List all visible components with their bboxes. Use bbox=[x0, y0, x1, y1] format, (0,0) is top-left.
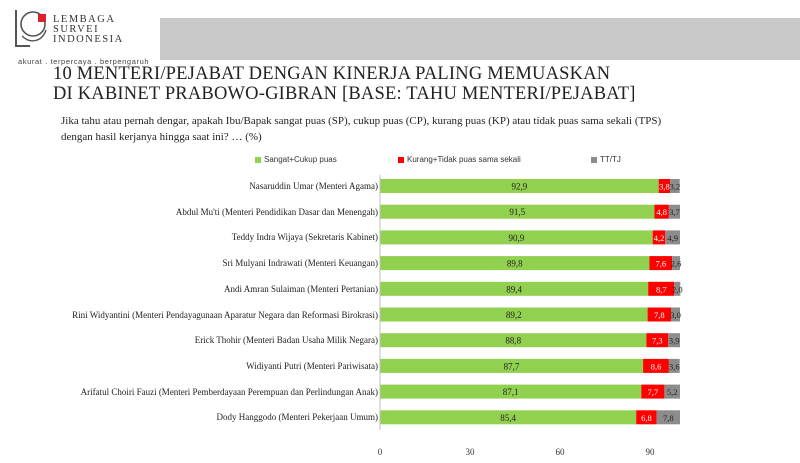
bar-data-label: 4,8 bbox=[656, 207, 668, 218]
logo-line2: SURVEI bbox=[53, 24, 100, 35]
bar-data-label: 92,9 bbox=[511, 181, 528, 192]
category-label: Andi Amran Sulaiman (Menteri Pertanian) bbox=[224, 283, 378, 294]
category-label: Dody Hanggodo (Menteri Pekerjaan Umum) bbox=[216, 412, 378, 423]
logo-tagline: akurat . terpercaya . berpengaruh bbox=[18, 57, 150, 66]
category-label: Erick Thohir (Menteri Badan Usaha Milik Negara) bbox=[194, 335, 378, 346]
bar-data-label: 3,2 bbox=[669, 181, 681, 192]
category-label: Nasaruddin Umar (Menteri Agama) bbox=[249, 181, 378, 191]
logo-line3: INDONESIA bbox=[53, 34, 124, 45]
bar-data-label: 89,2 bbox=[505, 310, 522, 320]
category-label: Teddy Indra Wijaya (Sekretaris Kabinet) bbox=[231, 232, 378, 243]
bar-data-label: 2,0 bbox=[671, 284, 683, 295]
bar-data-label: 89,8 bbox=[506, 258, 523, 269]
bar-data-label: 7,7 bbox=[647, 387, 659, 398]
bar-data-label: 85,4 bbox=[500, 412, 516, 423]
bar-data-label: 8,7 bbox=[655, 284, 667, 295]
bar-data-label: 7,6 bbox=[655, 258, 667, 269]
bar-data-label: 89,4 bbox=[506, 284, 522, 295]
bar-data-label: 7,3 bbox=[652, 335, 663, 346]
bar-data-label: 8,6 bbox=[650, 361, 662, 372]
bar-data-label: 7,8 bbox=[662, 412, 674, 423]
x-tick-label: 30 bbox=[465, 447, 475, 457]
bar-data-label: 4,2 bbox=[653, 232, 665, 243]
bar-data-label: 3,0 bbox=[670, 310, 681, 320]
bar-data-label: 90,9 bbox=[508, 232, 525, 243]
bar-data-label: 7,8 bbox=[653, 310, 665, 320]
category-label: Rini Widyantini (Menteri Pendayagunaan Aparatur Negara dan Reformasi Birokrasi) bbox=[72, 309, 378, 320]
bar-data-label: 3,7 bbox=[669, 207, 680, 218]
bar-data-label: 3,8 bbox=[659, 181, 670, 192]
bar-data-label: 3,9 bbox=[668, 335, 680, 346]
category-label: Abdul Mu'ti (Menteri Pendidikan Dasar dan Menengah) bbox=[175, 206, 378, 217]
bar-data-label: 3,6 bbox=[668, 361, 680, 372]
bar-data-label: 4,9 bbox=[667, 232, 678, 243]
bar-data-label: 6,8 bbox=[641, 412, 652, 423]
x-tick-label: 0 bbox=[377, 447, 383, 457]
bar-data-label: 5,2 bbox=[666, 387, 678, 398]
bar-data-label: 87,1 bbox=[502, 387, 519, 398]
bar-data-label: 91,5 bbox=[509, 207, 526, 218]
bar-data-label: 2,6 bbox=[670, 258, 682, 269]
x-tick-label: 90 bbox=[645, 447, 655, 457]
logo-line1: LEMBAGA bbox=[53, 14, 116, 25]
title-line-2: DI KABINET PRABOWO-GIBRAN [BASE: TAHU MENTERI/PEJABAT] bbox=[53, 84, 636, 104]
category-label: Arifatul Choiri Fauzi (Menteri Pemberdayaan Perempuan dan Perlindungan Anak) bbox=[80, 386, 378, 397]
title-line-1: 10 MENTERI/PEJABAT DENGAN KINERJA PALING MEMUASKAN bbox=[53, 64, 611, 84]
question-line-2: dengan hasil kerjanya hingga saat ini? … (%) bbox=[61, 131, 262, 143]
bar-data-label: 87,7 bbox=[503, 361, 520, 372]
category-label: Sri Mulyani Indrawati (Menteri Keuangan) bbox=[222, 258, 378, 269]
legend-label-dontknow: TT/TJ bbox=[600, 155, 621, 164]
legend-label-satisfied: Sangat+Cukup puas bbox=[264, 155, 337, 164]
x-tick-label: 60 bbox=[555, 447, 565, 457]
legend-label-dissatisfied: Kurang+Tidak puas sama sekali bbox=[407, 155, 521, 164]
question-line-1: Jika tahu atau pernah dengar, apakah Ibu/Bapak sangat puas (SP), cukup puas (CP), kurang puas (KP) atau tidak puas sama sekali (TPS) bbox=[61, 115, 662, 127]
category-label: Widiyanti Putri (Menteri Pariwisata) bbox=[246, 360, 378, 371]
bar-data-label: 88,8 bbox=[505, 335, 522, 346]
